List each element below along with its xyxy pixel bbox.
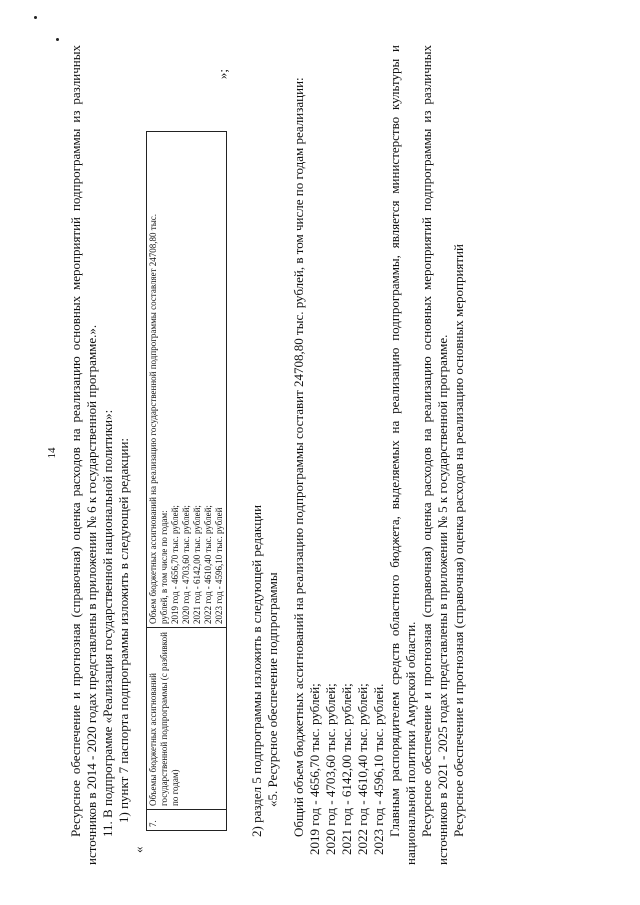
table-cell-number: 7. [147, 809, 227, 830]
item-1: 1) пункт 7 паспорта подпрограммы изложить в следующей редакции: [116, 437, 131, 823]
main-manager-paragraph: Главным распорядителем средств областного бюджета, выделяемых на реализацию подпрограммы, является министерство культуры и национальной политики Амурской области. [387, 44, 418, 865]
resource-2021-paragraph: Ресурсное обеспечение и прогнозная (справочная) оценка расходов на реализацию основных мероприятий подпрограммы из различных источников в 2021 - 2025 годах представлены в приложении № 5 к государственной программе. [419, 44, 450, 865]
quote-open: « [131, 846, 146, 853]
table-cell-value [147, 131, 227, 627]
value-line: 2022 год - 4610,40 тыс. рублей; [203, 504, 213, 624]
year-line: 2020 год - 4703,60 тыс. рублей; [323, 682, 338, 855]
year-line: 2021 год - 6142,00 тыс. рублей; [339, 682, 354, 855]
document-body [68, 45, 467, 865]
value-line: 2021 год - 6142,00 тыс. рублей; [192, 504, 202, 624]
value-line: Объем бюджетных ассигнований на реализацию государственной подпрограммы составляет 24708,80 тыс. [148, 213, 158, 624]
page-number: 14 [46, 447, 58, 458]
year-line: 2019 год - 4656,70 тыс. рублей; [307, 682, 322, 855]
passport-table [146, 131, 227, 831]
table-cell-name: Объемы бюджетных ассигнований государственной подпрограммы (с разбивкой по годам) [147, 627, 227, 809]
table-row [147, 131, 227, 830]
paragraph-resource-2014: Ресурсное обеспечение и прогнозная (справочная) оценка расходов на реализацию основных мероприятий подпрограммы из различных источников в 2014 - 2020 годах представлены в приложении № 6 к государственной программе.». [68, 44, 99, 865]
value-line: рублей, в том числе по годам: [159, 509, 169, 624]
item-11: 11. В подпрограмме «Реализация государственной национальной политики»: [100, 409, 115, 837]
year-line: 2023 год - 4596,10 тыс. рублей. [371, 683, 386, 855]
item-2: 2) раздел 5 подпрограммы изложить в следующей редакции [249, 504, 264, 837]
value-line: 2019 год - 4656,70 тыс. рублей; [170, 504, 180, 624]
section-title: «5. Ресурсное обеспечение подпрограммы [265, 571, 280, 807]
total-paragraph: Общий объем бюджетных ассигнований на реализацию подпрограммы составит 24708,80 тыс. рублей, в том числе по годам реализации: [291, 76, 306, 837]
value-line: 2023 год - 4596,10 тыс. рублей [214, 507, 224, 624]
value-line: 2020 год - 4703,60 тыс. рублей; [181, 504, 191, 624]
document-page [40, 23, 600, 883]
speck-mark [34, 16, 37, 19]
year-line: 2022 год - 4610,40 тыс. рублей; [355, 682, 370, 855]
resource-last-paragraph: Ресурсное обеспечение и прогнозная (справочная) оценка расходов на реализацию основных мероприятий [451, 243, 466, 837]
quote-close: »; [215, 68, 230, 79]
